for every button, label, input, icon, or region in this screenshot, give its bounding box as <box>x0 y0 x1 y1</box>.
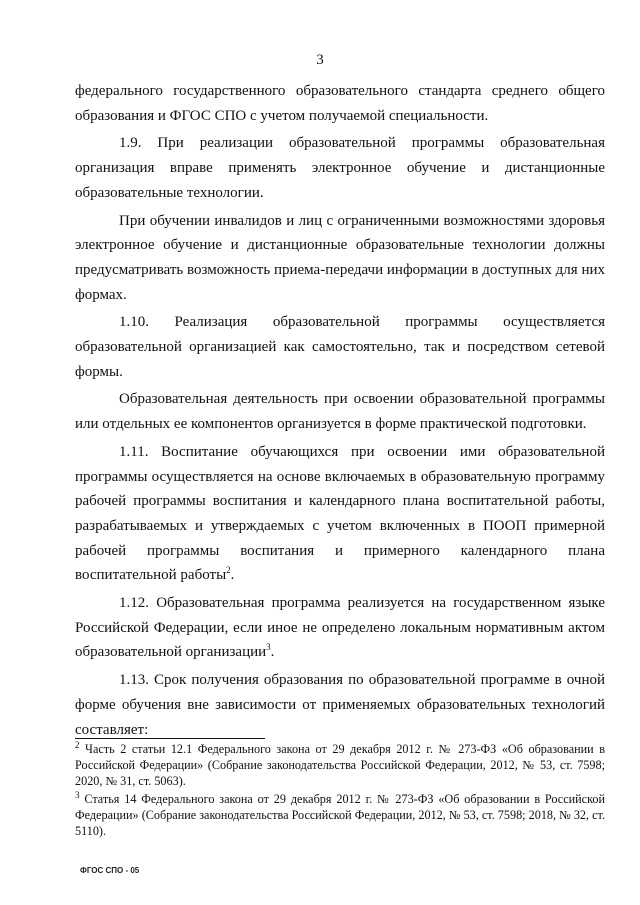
footnote-2: $^2$ Часть 2 статьи 12.1 Федерального закона от 29 декабря 2012 г. № 273-ФЗ «Об образовании в Российской Федерации» (Собрание законодательства Российской Федерации, 2012, № 53, ст. 7598; 2020, № 31, ст. 5063). <box>75 739 605 789</box>
paragraph-1-10: 1.10. Реализация образовательной программы осуществляется образовательной организацией как самостоятельно, так и посредством сетевой формы. <box>75 314 605 380</box>
footnote-separator <box>75 738 265 739</box>
footnote-ref-3: 3 <box>266 642 271 653</box>
body-text <box>75 79 605 742</box>
paragraph-disabled-learners: При обучении инвалидов и лиц с ограниченными возможностями здоровья электронное обучение и дистанционные образовательные технологии должны предусматривать возможность приема-передачи информации в доступных для них формах. <box>75 212 605 303</box>
paragraph-1-11: 1.11. Воспитание обучающихся при освоении ими образовательной программы осуществляется на основе включаемых в образовательную программу рабочей программы воспитания и календарного плана воспитательной работы, разрабатываемых и утверждаемых с учетом включенных в ПООП примерной рабочей программы воспитания и примерного календарного плана воспитательной работы$^2$. <box>75 443 605 584</box>
paragraph-1-9: 1.9. При реализации образовательной программы образовательная организация вправе применять электронное обучение и дистанционные образовательные технологии. <box>75 135 605 201</box>
paragraph-practical-training: Образовательная деятельность при освоении образовательной программы или отдельных ее компонентов организуется в форме практической подготовки. <box>75 391 605 433</box>
footnote-ref-2: 2 <box>226 565 231 576</box>
footnotes <box>75 741 605 840</box>
footnote-3: $^3$ Статья 14 Федерального закона от 29 декабря 2012 г. № 273-ФЗ «Об образовании в Российской Федерации» (Собрание законодательства Российской Федерации, 2012, № 53, ст. 7598; 2018, № 32, ст. 5110). <box>75 789 605 839</box>
paragraph-standard-continuation: федерального государственного образовательного стандарта среднего общего образования и ФГОС СПО с учетом получаемой специальности. <box>75 83 605 124</box>
footer-code: ФГОС СПО - 05 <box>80 866 140 875</box>
page-number: 3 <box>316 52 324 68</box>
paragraph-1-12: 1.12. Образовательная программа реализуется на государственном языке Российской Федерации, если иное не определено локальным нормативным актом образовательной организации$^3$. <box>75 595 605 661</box>
paragraph-1-13: 1.13. Срок получения образования по образовательной программе в очной форме обучения вне зависимости от применяемых образовательных технологий составляет: <box>75 672 605 738</box>
